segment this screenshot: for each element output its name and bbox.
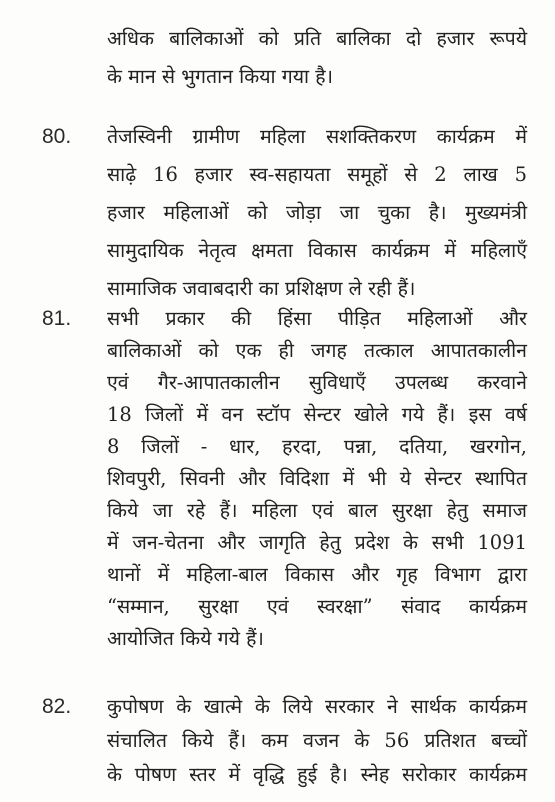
paragraph-line: अधिक बालिकाओं को प्रति बालिका दो हजार रूपये	[107, 27, 527, 50]
paragraph-line: के पोषण स्तर में वृद्धि हुई है। स्नेह सरोकार कार्यक्रम	[107, 763, 527, 786]
paragraph-line: 18 जिलों में वन स्टॉप सेन्टर खोले गये हैं। इस वर्ष	[107, 403, 527, 426]
paragraph-line: सभी प्रकार की हिंसा पीड़ित महिलाओं और	[107, 307, 527, 330]
paragraph-line: हजार महिलाओं को जोड़ा जा चुका है। मुख्यमंत्री	[107, 201, 527, 224]
paragraph-line: में जन-चेतना और जागृति हेतु प्रदेश के सभी 1091	[107, 531, 527, 554]
paragraph-line: थानों में महिला-बाल विकास और गृह विभाग द्वारा	[107, 563, 527, 586]
paragraph-line: के मान से भुगतान किया गया है।	[107, 65, 334, 88]
paragraph-number: 81.	[42, 307, 72, 330]
paragraph-line: किये जा रहे हैं। महिला एवं बाल सुरक्षा हेतु समाज	[107, 499, 527, 522]
paragraph-line: “सम्मान, सुरक्षा एवं स्वरक्षा” संवाद कार्यक्रम	[107, 595, 527, 618]
paragraph-line: 8 जिलों - धार, हरदा, पन्ना, दतिया, खरगोन,	[107, 435, 527, 458]
paragraph-line: शिवपुरी, सिवनी और विदिशा में भी ये सेन्टर स्थापित	[107, 467, 527, 490]
paragraph-line: एवं गैर-आपातकालीन सुविधाएँ उपलब्ध करवाने	[107, 371, 527, 394]
paragraph-line: बालिकाओं को एक ही जगह तत्काल आपातकालीन	[107, 339, 527, 362]
paragraph-line: तेजस्विनी ग्रामीण महिला सशक्तिकरण कार्यक्रम में	[107, 125, 527, 148]
paragraph-line: सामाजिक जवाबदारी का प्रशिक्षण ले रही हैं।	[107, 277, 416, 300]
paragraph-number: 80.	[42, 125, 72, 148]
paragraph-line: कुपोषण के खात्मे के लिये सरकार ने सार्थक कार्यक्रम	[107, 695, 527, 718]
paragraph-line: आयोजित किये गये हैं।	[107, 627, 264, 650]
paragraph-line: सामुदायिक नेतृत्व क्षमता विकास कार्यक्रम में महिलाएँ	[107, 239, 527, 262]
paragraph-line: संचालित किये हैं। कम वजन के 56 प्रतिशत बच्चों	[107, 729, 527, 752]
paragraph-number: 82.	[42, 695, 72, 718]
paragraph-line: साढ़े 16 हजार स्व-सहायता समूहों से 2 लाख 5	[107, 163, 527, 186]
